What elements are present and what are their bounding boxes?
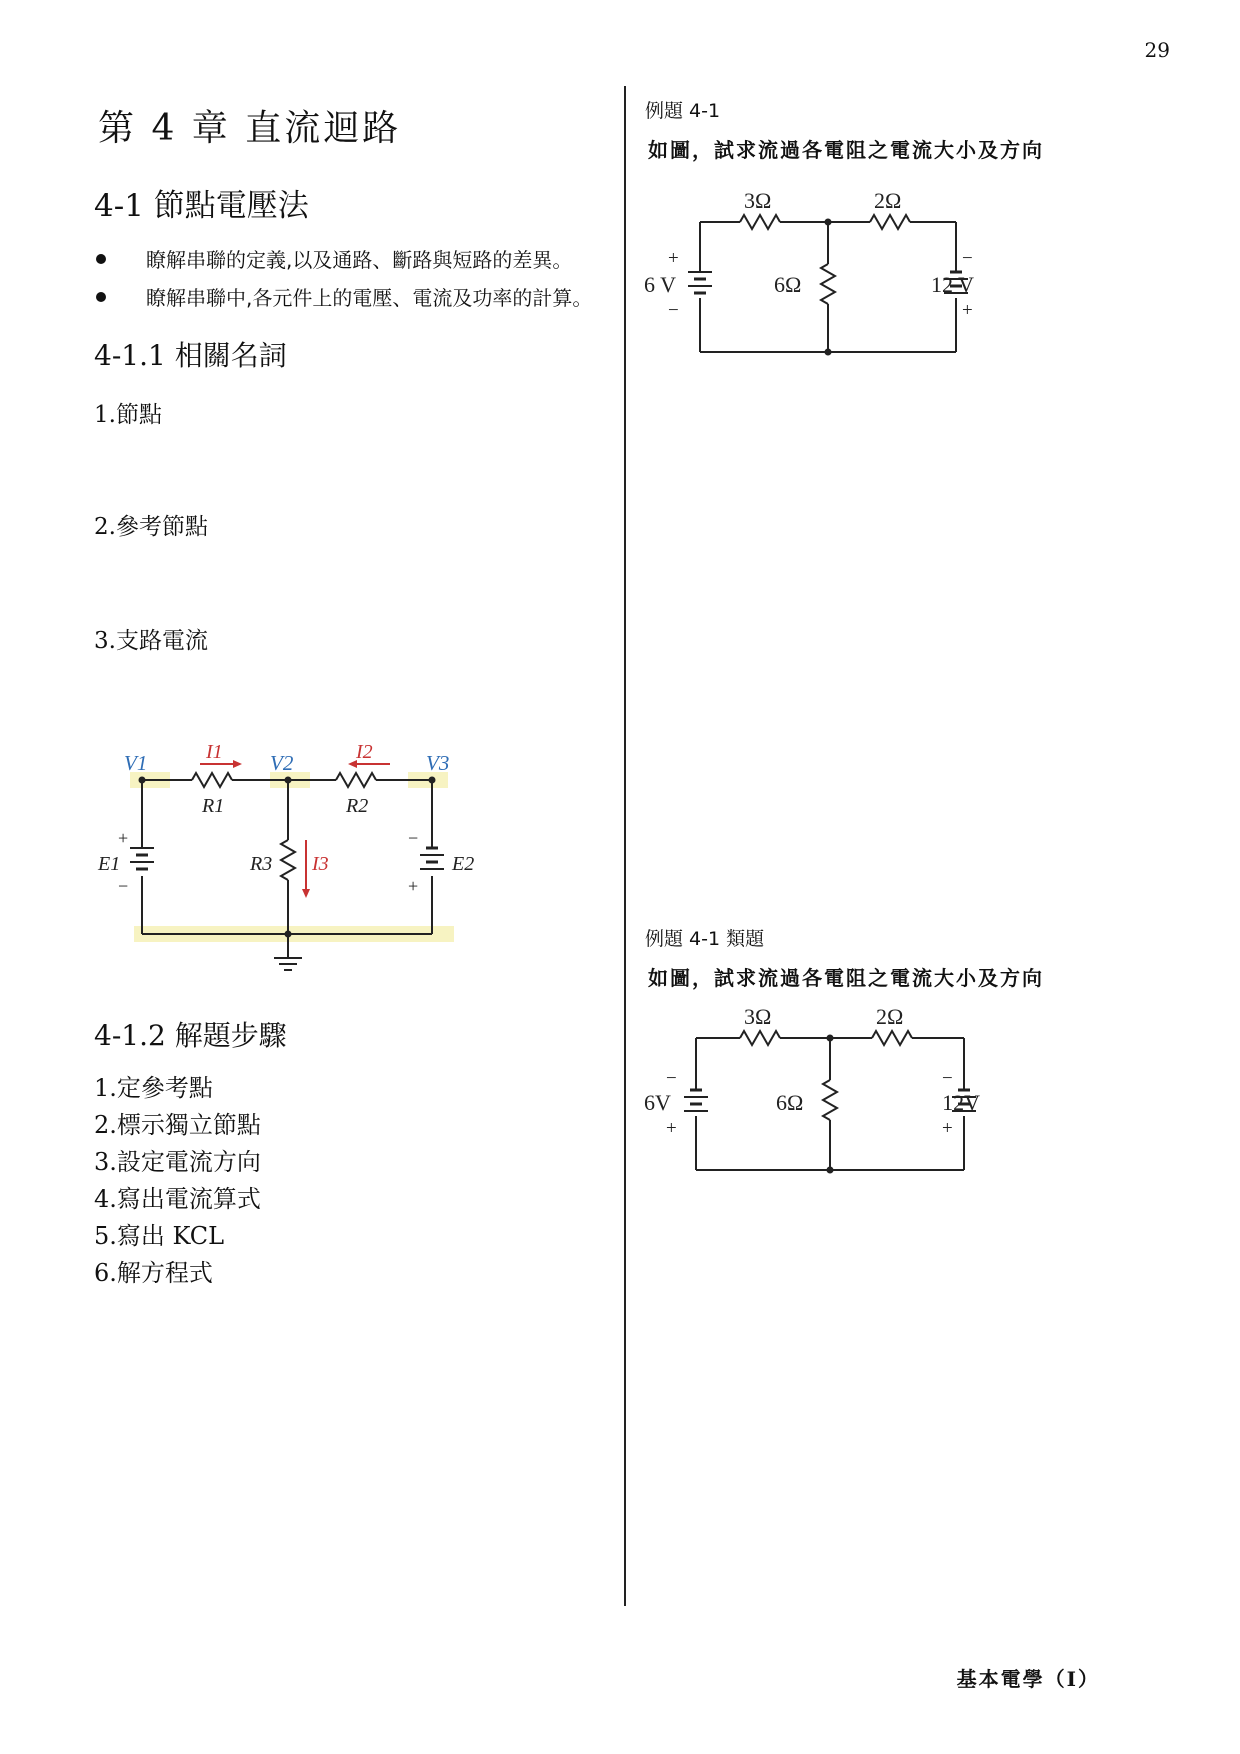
example-2-r-mid-label: 6Ω [776, 1090, 804, 1115]
chapter-title: 第 4 章 直流迴路 [98, 108, 402, 149]
example-1-source-left [688, 272, 712, 293]
e1-minus-sign: − [118, 876, 129, 896]
example-2-label: 例題 4-1 類題 [645, 928, 765, 950]
example-1-label: 例題 4-1 [645, 100, 721, 122]
example-1-v-right-label: 12 V [931, 272, 974, 297]
term-branch-current: 3.支路電流 [94, 628, 208, 654]
example-2-v-left-label: 6V [644, 1090, 671, 1115]
step-2: 2.標示獨立節點 [94, 1111, 261, 1139]
node-label-v3: V3 [426, 751, 450, 775]
step-1: 1.定參考點 [94, 1074, 213, 1102]
solution-steps-list [94, 1070, 261, 1292]
e2-minus-sign: − [408, 828, 419, 848]
example-1-r-left-label: 3Ω [744, 188, 772, 213]
example-1-node-bottom [825, 349, 832, 356]
example-1-left-bottom-sign: − [668, 300, 679, 321]
node-dot-ground [285, 931, 292, 938]
node-dot-v3 [429, 777, 436, 784]
node-dot-v1 [139, 777, 146, 784]
node-circuit-diagram [90, 740, 510, 980]
example-1-question: 如圖，試求流過各電阻之電流大小及方向 [648, 138, 1044, 162]
section-title: 4-1 節點電壓法 [94, 188, 309, 224]
step-4: 4.寫出電流算式 [94, 1185, 261, 1213]
column-divider [624, 86, 626, 1606]
example-1-wires [700, 215, 956, 352]
example-2-question: 如圖，試求流過各電阻之電流大小及方向 [648, 966, 1044, 990]
bullet-dot [96, 292, 106, 302]
example-2-source-left [684, 1090, 708, 1111]
e1-plus-sign: + [118, 828, 129, 848]
example-1-circuit [640, 186, 980, 366]
example-2-left-top-sign: − [666, 1068, 677, 1089]
example-2-left-bottom-sign: + [666, 1118, 677, 1139]
e2-plus-sign: + [408, 876, 419, 896]
footer-course-title: 基本電學（I） [956, 1667, 1100, 1691]
node-dot-v2 [285, 777, 292, 784]
example-2-r-left-label: 3Ω [744, 1004, 772, 1029]
example-2-right-top-sign: − [942, 1068, 953, 1089]
bullet-item-1 [96, 244, 572, 273]
step-6: 6.解方程式 [94, 1259, 213, 1287]
example-1-node-top [825, 219, 832, 226]
subsection-title-1: 4-1.1 相關名詞 [94, 339, 287, 372]
example-1-r-right-label: 2Ω [874, 188, 902, 213]
example-2-node-top [827, 1035, 834, 1042]
step-5: 5.寫出 KCL [94, 1222, 225, 1250]
resistor-label-r2: R2 [346, 795, 369, 817]
page-number: 29 [1144, 38, 1170, 62]
current-label-i2: I2 [356, 741, 373, 763]
subsection-title-2: 4-1.2 解題步驟 [94, 1019, 287, 1052]
term-node: 1.節點 [94, 402, 162, 428]
node-label-v1: V1 [124, 751, 148, 775]
source-e1-symbol [130, 848, 154, 876]
current-label-i3: I3 [312, 853, 329, 875]
example-1-v-left-label: 6 V [644, 272, 676, 297]
example-1-left-top-sign: + [668, 248, 679, 269]
node-label-v2: V2 [270, 751, 294, 775]
example-2-circuit [640, 1000, 980, 1180]
example-2-node-bottom [827, 1167, 834, 1174]
example-1-right-bottom-sign: + [962, 300, 973, 321]
example-2-wires [696, 1031, 964, 1170]
resistor-label-r3: R3 [250, 853, 273, 875]
term-reference-node: 2.參考節點 [94, 514, 208, 540]
bullet-text-1: 瞭解串聯的定義,以及通路、斷路與短路的差異。 [146, 248, 573, 272]
example-2-right-bottom-sign: + [942, 1118, 953, 1139]
step-3: 3.設定電流方向 [94, 1148, 261, 1176]
example-1-right-top-sign: − [962, 248, 973, 269]
source-label-e2: E2 [452, 853, 475, 875]
example-2-v-right-label: 12V [942, 1090, 980, 1115]
resistor-label-r1: R1 [202, 795, 225, 817]
bullet-text-2: 瞭解串聯中,各元件上的電壓、電流及功率的計算。 [146, 286, 593, 310]
ground-symbol [274, 958, 302, 970]
current-label-i1: I1 [206, 741, 223, 763]
bullet-dot [96, 254, 106, 264]
example-2-r-right-label: 2Ω [876, 1004, 904, 1029]
source-label-e1: E1 [98, 853, 121, 875]
example-1-r-mid-label: 6Ω [774, 272, 802, 297]
bullet-item-2 [96, 282, 592, 311]
source-e2-symbol [420, 848, 444, 869]
